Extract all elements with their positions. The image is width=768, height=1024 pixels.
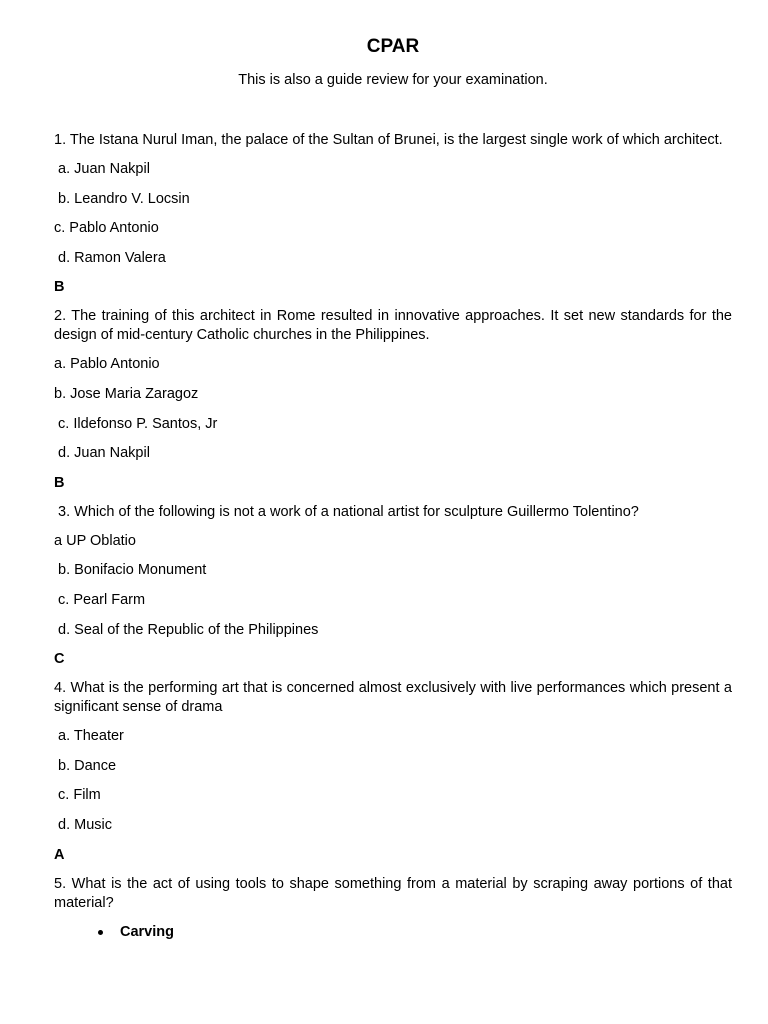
bullet-dot-icon — [98, 930, 103, 935]
question-1 — [54, 131, 732, 297]
answer-key: A — [54, 846, 65, 863]
answer-key: C — [54, 651, 65, 668]
question-list — [54, 131, 732, 942]
option-a: a. Pablo Antonio — [54, 356, 160, 373]
bullet-item — [120, 923, 732, 942]
question-text: 1. The Istana Nurul Iman, the palace of the Sultan of Brunei, is the largest single work of which architect. — [54, 132, 723, 148]
question-2 — [54, 307, 732, 492]
option-d: d. Ramon Valera — [54, 249, 166, 266]
option-c: c. Ildefonso P. Santos, Jr — [54, 415, 218, 432]
page-subtitle: This is also a guide review for your examination. — [238, 72, 548, 88]
question-4 — [54, 679, 732, 864]
question-text: 4. What is the performing art that is concerned almost exclusively with live performances which present a significant sense of drama — [54, 680, 732, 716]
option-a: a UP Oblatio — [54, 532, 136, 549]
option-d: d. Music — [54, 816, 113, 833]
question-5 — [54, 875, 732, 942]
bullet-answer: Carving — [120, 923, 174, 940]
option-a: a. Theater — [54, 728, 124, 745]
question-3 — [54, 503, 732, 669]
option-d: d. Juan Nakpil — [54, 445, 150, 462]
page-title: CPAR — [366, 36, 420, 57]
option-c: c. Pearl Farm — [54, 591, 146, 608]
answer-key: B — [54, 279, 65, 296]
answer-key: B — [54, 474, 65, 491]
answer-bullet-list — [54, 923, 732, 942]
question-text: 5. What is the act of using tools to shape something from a material by scraping away portions of that material? — [54, 875, 732, 911]
option-b: b. Jose Maria Zaragoz — [54, 385, 199, 402]
question-text: 3. Which of the following is not a work of a national artist for sculpture Guillermo Tolentino? — [54, 503, 639, 520]
option-d: d. Seal of the Republic of the Philippines — [54, 621, 319, 638]
option-c: c. Film — [54, 787, 101, 804]
question-text: 2. The training of this architect in Rome resulted in innovative approaches. It set new standards for the design of mid-century Catholic churches in the Philippines. — [54, 308, 732, 344]
option-b: b. Bonifacio Monument — [54, 562, 207, 579]
option-c: c. Pablo Antonio — [54, 220, 159, 237]
option-b: b. Leandro V. Locsin — [54, 190, 190, 207]
option-b: b. Dance — [54, 757, 117, 774]
option-a: a. Juan Nakpil — [54, 161, 150, 177]
